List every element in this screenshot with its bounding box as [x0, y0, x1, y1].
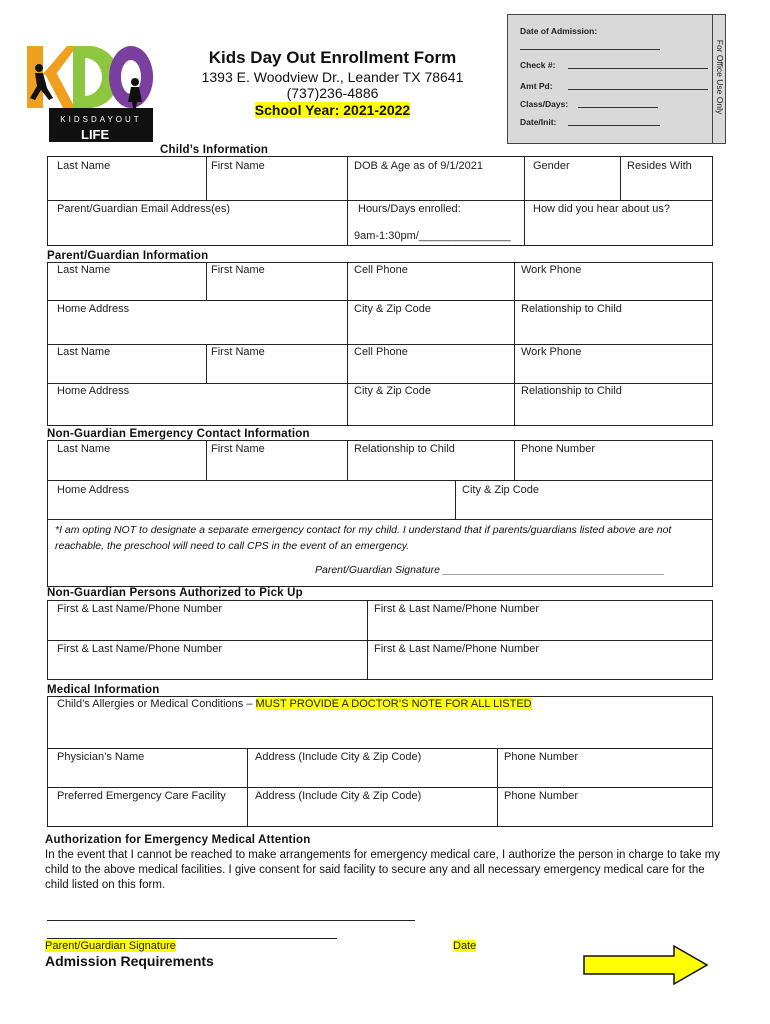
child-dob[interactable]: DOB & Age as of 9/1/2021 [354, 160, 484, 172]
emergency-city-zip[interactable]: City & Zip Code [462, 484, 540, 496]
amt-line[interactable] [568, 89, 708, 90]
guardian2-last-name[interactable]: Last Name [57, 346, 111, 358]
logo-tagline: KIDSDAYOUT [60, 115, 142, 124]
guardian-email[interactable]: Parent/Guardian Email Address(es) [57, 203, 231, 215]
child-section-title: Child’s Information [160, 144, 269, 156]
physician-address[interactable]: Address (Include City & Zip Code) [255, 751, 422, 763]
class-days-label: Class/Days: [520, 99, 569, 109]
guardian1-work-phone[interactable]: Work Phone [521, 264, 582, 276]
allergies-field[interactable] [57, 698, 532, 710]
guardian2-relationship[interactable]: Relationship to Child [521, 385, 622, 397]
guardian2-cell-phone[interactable]: Cell Phone [354, 346, 408, 358]
date-admission-line[interactable] [520, 49, 660, 50]
facility-phone[interactable]: Phone Number [504, 790, 578, 802]
guardian2-work-phone[interactable]: Work Phone [521, 346, 582, 358]
office-use-box [507, 14, 726, 144]
school-year: School Year: 2021-2022 [254, 102, 411, 118]
check-label: Check #: [520, 60, 556, 70]
school-address: 1393 E. Woodview Dr., Leander TX 78641 [201, 69, 464, 85]
guardian1-city-zip[interactable]: City & Zip Code [354, 303, 432, 315]
date-init-line[interactable] [568, 125, 660, 126]
hours-enrolled[interactable]: Hours/Days enrolled: [358, 203, 461, 215]
guardian1-cell-phone[interactable]: Cell Phone [354, 264, 408, 276]
logo-life: LIFE [81, 127, 110, 142]
pickup-person-4[interactable]: First & Last Name/Phone Number [374, 643, 540, 655]
emergency-phone[interactable]: Phone Number [521, 443, 595, 455]
date-admission-label: Date of Admission: [520, 26, 598, 36]
care-facility[interactable]: Preferred Emergency Care Facility [57, 790, 226, 802]
authorization-section-title: Authorization for Emergency Medical Attention [45, 834, 311, 846]
physician-phone[interactable]: Phone Number [504, 751, 578, 763]
guardian1-first-name[interactable]: First Name [211, 264, 265, 276]
emergency-home-address[interactable]: Home Address [57, 484, 130, 496]
kdo-logo [23, 44, 153, 144]
allergies-label: Child’s Allergies or Medical Conditions – [57, 698, 253, 710]
child-first-name[interactable]: First Name [211, 160, 265, 172]
emergency-opt-out-text: *I am opting NOT to designate a separate emergency contact for my child. I understand that if parents/guardians listed above are not reachable, the preschool will need to call CPS in the event of an emergency. [55, 524, 672, 552]
form-title: Kids Day Out Enrollment Form [208, 48, 457, 67]
form-header [160, 48, 505, 118]
guardian-signature-label: Parent/Guardian Signature [45, 940, 176, 952]
heard-about-us[interactable]: How did you hear about us? [533, 203, 670, 215]
kdo-logo-graphic [23, 44, 153, 144]
medical-section-title: Medical Information [47, 684, 160, 696]
emergency-section-title: Non-Guardian Emergency Contact Information [47, 428, 310, 440]
authorization-text: In the event that I cannot be reached to make arrangements for emergency medical care, I authorize the person in charge to take my child to the above medical facilities. I give consent for said facility to secure any and all necessary emergency medical care for the child listed on this form. [45, 849, 721, 891]
next-page-arrow-icon [582, 943, 710, 987]
office-use-label: For Office Use Only [715, 39, 725, 115]
guardian2-city-zip[interactable]: City & Zip Code [354, 385, 432, 397]
check-line[interactable] [568, 68, 708, 69]
pickup-section-title: Non-Guardian Persons Authorized to Pick Up [47, 587, 303, 599]
emergency-relationship[interactable]: Relationship to Child [354, 443, 455, 455]
date-label: Date [453, 940, 477, 952]
pickup-person-1[interactable]: First & Last Name/Phone Number [57, 603, 223, 615]
guardian1-last-name[interactable]: Last Name [57, 264, 111, 276]
office-use-vertical [712, 14, 726, 144]
guardian2-home-address[interactable]: Home Address [57, 385, 130, 397]
pickup-person-2[interactable]: First & Last Name/Phone Number [374, 603, 540, 615]
class-days-line[interactable] [578, 107, 658, 108]
facility-address[interactable]: Address (Include City & Zip Code) [255, 790, 422, 802]
child-gender[interactable]: Gender [533, 160, 570, 172]
guardian1-home-address[interactable]: Home Address [57, 303, 130, 315]
hours-value[interactable]: 9am-1:30pm/_______________ [354, 230, 511, 242]
guardian1-relationship[interactable]: Relationship to Child [521, 303, 622, 315]
date-init-label: Date/Init: [520, 117, 557, 127]
signature-line-2[interactable] [47, 938, 337, 939]
emergency-last-name[interactable]: Last Name [57, 443, 111, 455]
pickup-person-3[interactable]: First & Last Name/Phone Number [57, 643, 223, 655]
doctor-note-warning: MUST PROVIDE A DOCTOR’S NOTE FOR ALL LISTED [255, 698, 532, 710]
physician-name[interactable]: Physician’s Name [57, 751, 145, 763]
signature-line-1[interactable] [47, 920, 415, 921]
child-resides-with[interactable]: Resides With [627, 160, 692, 172]
guardian-section-title: Parent/Guardian Information [47, 250, 209, 262]
emergency-signature-line[interactable]: Parent/Guardian Signature ______________________________________ [315, 564, 665, 576]
guardian2-first-name[interactable]: First Name [211, 346, 265, 358]
amt-label: Amt Pd: [520, 81, 553, 91]
emergency-first-name[interactable]: First Name [211, 443, 265, 455]
child-last-name[interactable]: Last Name [57, 160, 111, 172]
admission-requirements-heading: Admission Requirements [45, 953, 214, 969]
school-phone: (737)236-4886 [286, 85, 379, 101]
